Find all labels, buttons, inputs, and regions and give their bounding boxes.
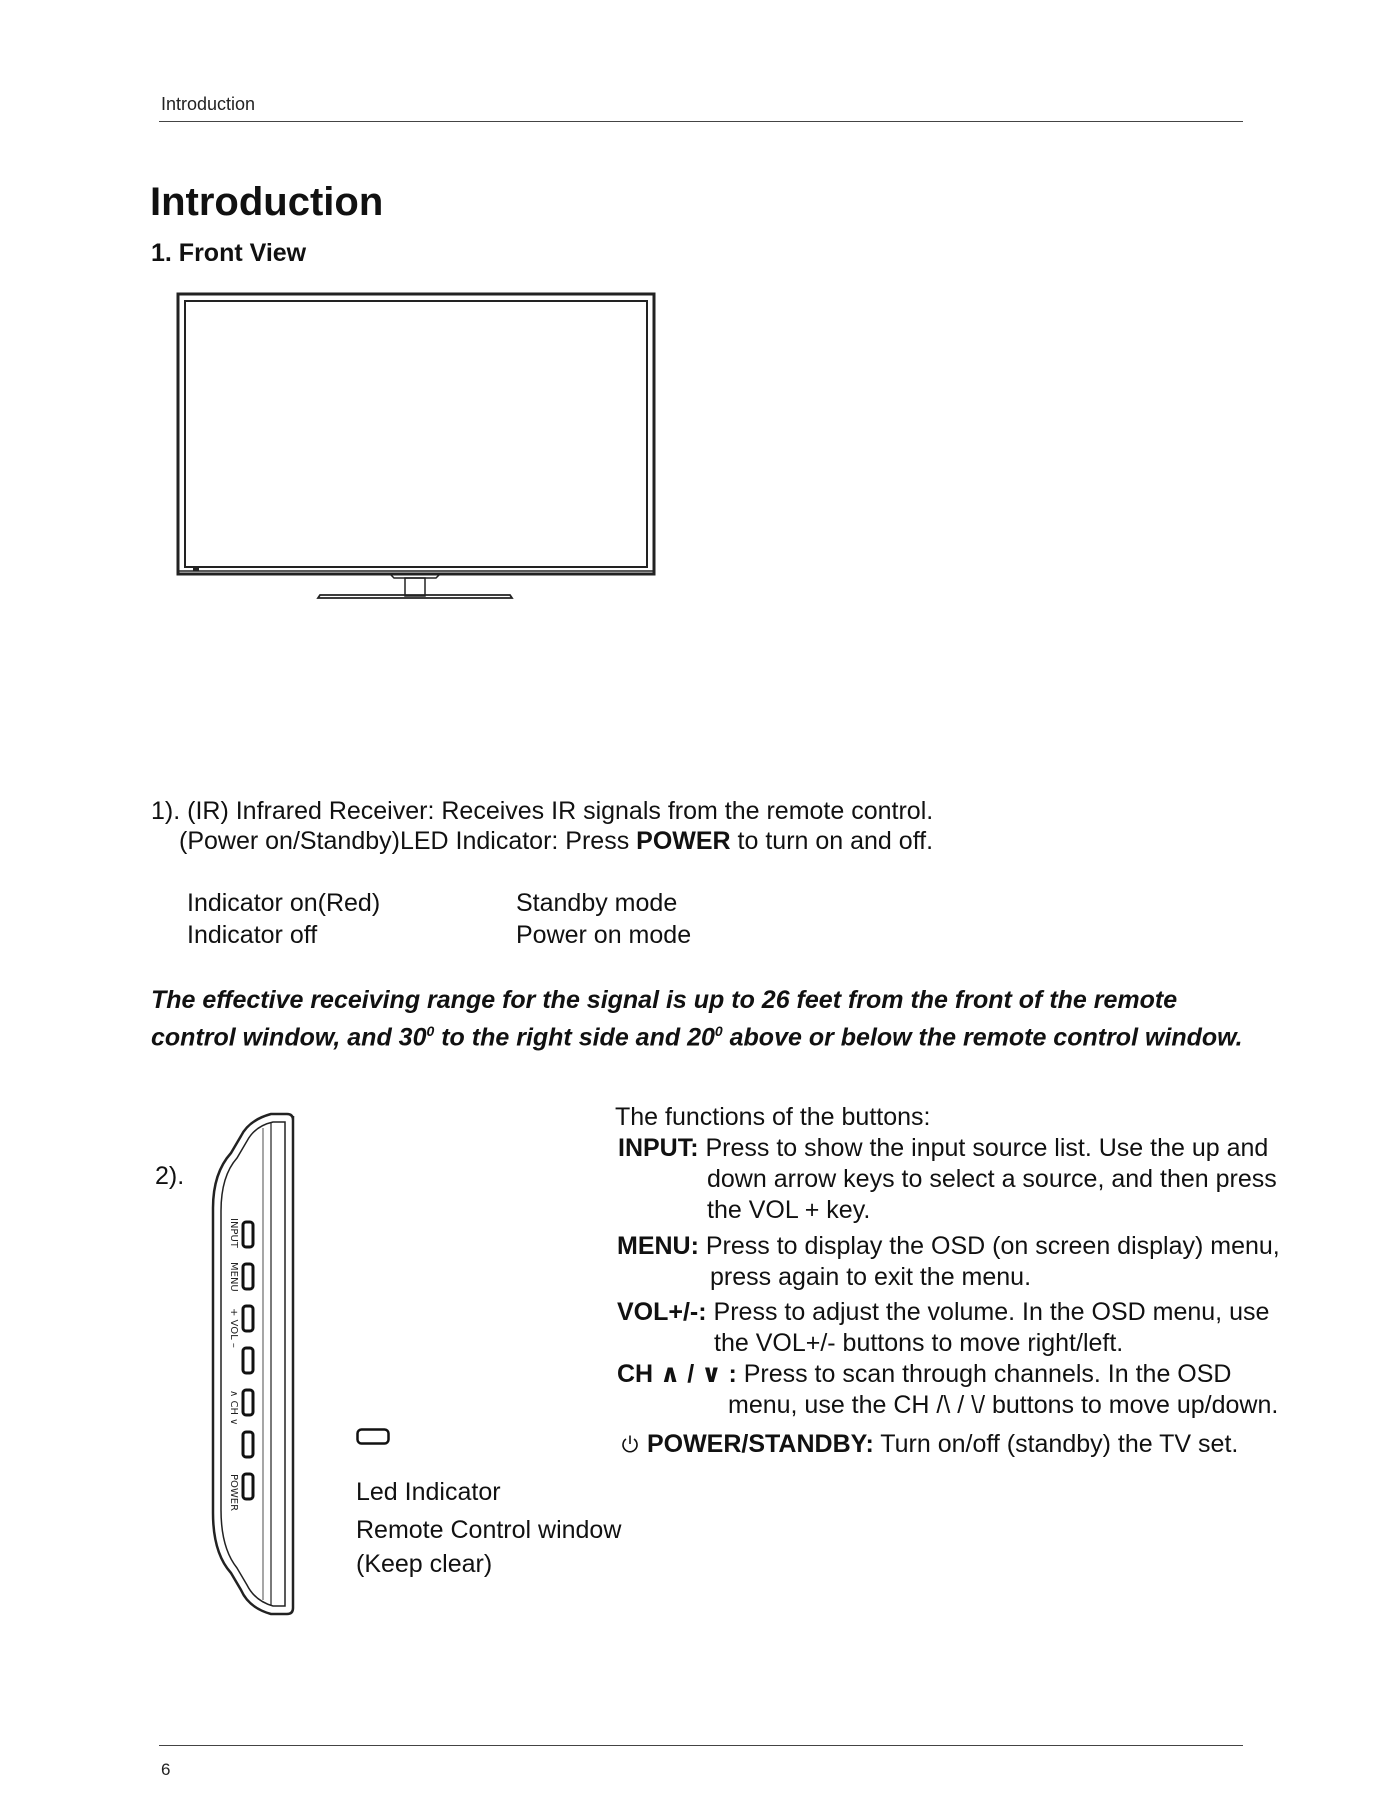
function-vol-line2: the VOL+/- buttons to move right/left. xyxy=(714,1329,1124,1357)
function-ch: CH ∧ / ∨ : Press to scan through channels. In the OSD xyxy=(617,1360,1232,1388)
side-label-input: INPUT xyxy=(228,1218,239,1248)
page-number: 6 xyxy=(161,1760,171,1779)
tv-side-view-illustration xyxy=(205,1098,305,1623)
side-label-power: POWER xyxy=(228,1474,239,1512)
function-ch-line2: menu, use the CH /\ / \/ buttons to move up/down. xyxy=(728,1391,1279,1419)
function-input: INPUT: Press to show the input source list. Use the up and xyxy=(618,1134,1269,1162)
indicator-mode-1: Power on mode xyxy=(516,921,692,949)
function-menu: MENU: Press to display the OSD (on screen display) menu, xyxy=(617,1232,1280,1260)
function-input-line3: the VOL + key. xyxy=(707,1196,871,1224)
tv-front-view-illustration xyxy=(170,288,660,603)
ir-receiver-mark xyxy=(193,568,199,571)
running-header: Introduction xyxy=(161,94,256,114)
function-vol: VOL+/-: Press to adjust the volume. In the OSD menu, use xyxy=(617,1298,1270,1326)
side-label-vol: + VOL – xyxy=(228,1308,239,1348)
indicator-state-0: Indicator on(Red) xyxy=(187,889,381,917)
ir-receiver-description: 1). (IR) Infrared Receiver: Receives IR signals from the remote control. xyxy=(151,797,934,825)
indicator-state-1: Indicator off xyxy=(187,921,318,949)
page-title: Introduction xyxy=(150,180,384,224)
header-rule xyxy=(159,121,1243,122)
ch-down-button-shape xyxy=(243,1432,253,1457)
item-2-number: 2). xyxy=(155,1162,185,1190)
side-label-ch: ∧ CH ∨ xyxy=(228,1390,239,1426)
remote-window-label-line1: Remote Control window xyxy=(356,1516,622,1544)
vol-plus-button-shape xyxy=(243,1306,253,1331)
led-indicator-icon xyxy=(356,1428,390,1445)
input-button-shape xyxy=(243,1222,253,1247)
power-icon xyxy=(620,1434,640,1454)
functions-heading: The functions of the buttons: xyxy=(615,1103,931,1131)
function-power: POWER/STANDBY: Turn on/off (standby) the TV set. xyxy=(620,1429,1238,1460)
receiving-range-note: The effective receiving range for the signal is up to 26 feet from the front of the remote control window, and $30^0$ to the right side and $20^0$ above or below the remote control window. xyxy=(151,986,1243,1052)
indicator-mode-0: Standby mode xyxy=(516,889,678,917)
power-button-shape xyxy=(243,1474,253,1499)
function-menu-line2: press again to exit the menu. xyxy=(710,1263,1032,1291)
section-heading: 1. Front View xyxy=(151,239,307,267)
ch-up-button-shape xyxy=(243,1390,253,1415)
function-input-line2: down arrow keys to select a source, and then press xyxy=(707,1165,1277,1193)
led-indicator-label: Led Indicator xyxy=(356,1478,501,1506)
footer-rule xyxy=(159,1745,1243,1746)
side-label-menu: MENU xyxy=(228,1262,239,1292)
remote-window-label-line2: (Keep clear) xyxy=(356,1550,493,1578)
led-indicator-description: (Power on/Standby)LED Indicator: Press POWER to turn on and off. xyxy=(179,827,934,855)
vol-minus-button-shape xyxy=(243,1348,253,1373)
menu-button-shape xyxy=(243,1264,253,1289)
